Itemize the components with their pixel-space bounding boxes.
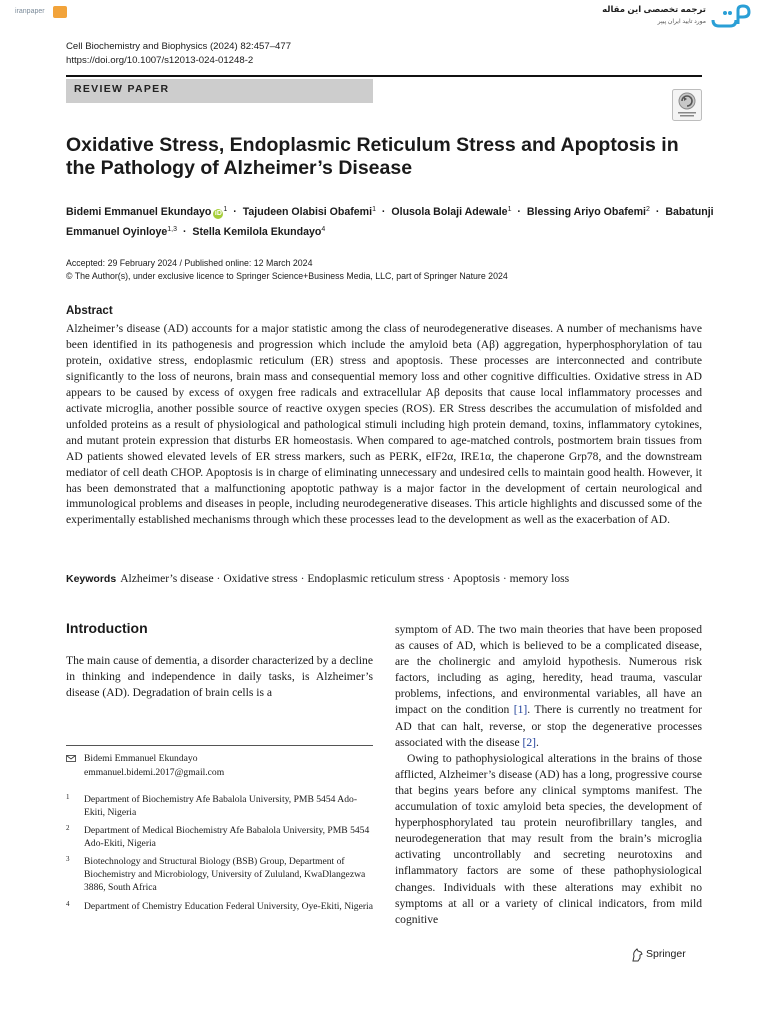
envelope-icon (66, 755, 76, 762)
orcid-icon[interactable]: iD (214, 210, 222, 217)
doi-link[interactable]: https://doi.org/10.1007/s12013-024-01248-2 (66, 55, 254, 66)
intro-paragraph-1: symptom of AD. The two main theories that have been proposed as causes of AD, which is believed to be a complicated disease, are the cholinergic and amyloid hypothesis. Numerous risk factors, including as aging, heredity, head trauma, vascular problems, infections, and environmental variables, all have an impact on the condition [1]. There is currently no treatment for AD that can halt, reverse, or stop the degenerative processes associated with the disease [2]. (395, 623, 702, 749)
corresponding-author-email[interactable]: emmanuel.bidemi.2017@gmail.com (84, 767, 225, 778)
footnote-rule (66, 745, 373, 746)
iranpaper-logo-icon (53, 6, 67, 18)
copyright-notice: © The Author(s), under exclusive licence to Springer Science+Business Media, LLC, part of Springer Nature 2024 (66, 271, 508, 281)
affiliation-number: 4 (66, 900, 70, 908)
author-affiliation-marker: 1 (507, 206, 512, 213)
author-name[interactable]: Bidemi Emmanuel Ekundayo (66, 206, 212, 218)
section-label: REVIEW PAPER (74, 83, 170, 95)
author-separator: · (180, 226, 190, 238)
brand-tagline: ترجمه تخصصی این مقاله (602, 4, 706, 14)
affiliation-number: 3 (66, 855, 70, 863)
author-name[interactable]: Babatunji Emmanuel Oyinloye (66, 206, 714, 238)
author-affiliation-marker: 1 (372, 206, 376, 213)
abstract-text: Alzheimer’s disease (AD) accounts for a major statistic among the class of neurodegenerative diseases. A number of mechanisms have been identified in its pathogenesis and progression which include the amyloid beta (Aβ) aggregation, hyperphosphorylation of tau protein, oxidative stress, endoplasmic reticulum (ER) stress and apoptosis. These processes are interconnected and contribute significantly to the loss of neurons, brain mass and consequential memory loss and other cognitive difficulties. Oxidative stress in AD appears to be caused by excess of oxygen free radicals and extracellular Aβ deposits that cause local inflammatory processes and activate microglia, another possible source of reactive oxygen species (ROS). ER Stress describes the accumulation of misfolded and unfolded proteins as a result of physiological and pathological stimuli including high protein demand, toxins, inflammatory cytokines, and mutant protein expression that disturbs ER homeostasis. When compared to age-matched controls, postmortem brain tissues from AD patients showed elevated levels of ER stress markers, such as PERK, eIF2α, IRE1α, the chaperone Grp78, and the downstream mediator of cell death CHOP. Apoptosis is in charge of eliminating unnecessary and undesired cells to maintain good health. However, it has been demonstrated that a malfunctioning apoptotic pathway is a major factor in the development of certain neurological and immunological problems and diseases in people, including neurodegenerative diseases. This article highlights and discussed some of the experimentally established mechanisms through which these processes lead to the development as well as the exacerbation of AD. (66, 322, 702, 527)
iranpaper-logo (15, 5, 70, 19)
affiliation-number: 1 (66, 793, 70, 801)
introduction-heading: Introduction (66, 620, 148, 636)
affiliation-number: 2 (66, 824, 70, 832)
author-affiliation-marker: 1 (223, 206, 228, 213)
author-affiliation-marker: 2 (646, 206, 650, 213)
author-affiliation-marker: 1,3 (167, 226, 177, 233)
brand-logo-icon (710, 4, 752, 30)
introduction-text-left: The main cause of dementia, a disorder characterized by a decline in thinking and independence in daily tasks, is Alzheimer’s disease (AD). Degradation of brain cells is a (66, 654, 373, 700)
author-name[interactable]: Olusola Bolaji Adewale (391, 206, 508, 218)
author-separator: · (652, 206, 663, 218)
author-list (66, 201, 716, 241)
article-title: Oxidative Stress, Endoplasmic Reticulum Stress and Apoptosis in the Pathology of Alzheimer’s Disease (66, 134, 679, 179)
affiliation-text: Department of Biochemistry Afe Babalola University, PMB 5454 Ado-Ekiti, Nigeria (84, 794, 358, 818)
citation-link[interactable]: [2] (522, 735, 537, 749)
affiliation-text: Biotechnology and Structural Biology (BSB) Group, Department of Biochemistry and Microbiology, University of Zululand, KwaDlangezwa 3886, South Africa (84, 856, 366, 893)
citation-link[interactable]: [1] (513, 703, 528, 717)
introduction-text-right (395, 622, 702, 928)
accepted-published-dates: Accepted: 29 February 2024 / Published online: 12 March 2024 (66, 258, 313, 268)
check-for-updates-icon[interactable] (672, 89, 702, 121)
affiliation-1 (66, 793, 373, 819)
affiliation-text: Department of Chemistry Education Federal University, Oye-Ekiti, Nigeria (84, 901, 373, 912)
affiliation-4 (66, 900, 373, 913)
affiliation-2 (66, 824, 373, 850)
publisher-logo-text: Springer (646, 948, 686, 960)
abstract-heading: Abstract (66, 305, 113, 317)
publication-dates (66, 257, 508, 283)
author-affiliation-marker: 4 (321, 226, 326, 233)
author-name[interactable]: Tajudeen Olabisi Obafemi (242, 206, 373, 218)
author-name[interactable]: Blessing Ariyo Obafemi (526, 206, 647, 218)
keywords-label: Keywords (66, 573, 117, 585)
keywords-line (66, 572, 716, 585)
springer-horse-icon (631, 948, 644, 962)
journal-citation: Cell Biochemistry and Biophysics (2024) 82:457–477 (66, 41, 292, 52)
affiliation-3 (66, 855, 373, 894)
affiliation-text: Department of Medical Biochemistry Afe Babalola University, PMB 5454 Ado-Ekiti, Nigeria (84, 825, 370, 849)
brand-subtagline: مورد تایید ایران پیپر (657, 19, 706, 25)
iranpaper-logo-text: iranpaper (15, 8, 45, 15)
header-rule (66, 75, 702, 77)
author-name[interactable]: Stella Kemilola Ekundayo (192, 226, 322, 238)
intro-paragraph-2: Owing to pathophysiological alterations in the brains of those afflicted, Alzheimer’s disease (AD) has a long, progressive course that begins years before any clinical symptoms manifest. The accumulation of toxic amyloid beta species, the development of hyperphosphorylated tau protein neurofibrillary tangles, and neurodegeneration that may result from the brain’s microglia activating uncontrollably and secreting neurotoxins and inflammatory factors are some of these pathophysiological changes. Individuals with these alterations may exhibit no symptoms at all or a variety of clinical indicators, from mild cognitive (395, 751, 702, 926)
translation-brand-logo (602, 2, 754, 34)
keywords-list: Alzheimer’s disease · Oxidative stress · Endoplasmic reticulum stress · Apoptosis · memory loss (120, 572, 570, 585)
corresponding-author (66, 752, 373, 780)
author-separator: · (230, 206, 240, 218)
author-separator: · (514, 206, 524, 218)
corresponding-author-name: Bidemi Emmanuel Ekundayo (84, 753, 198, 764)
author-separator: · (378, 206, 389, 218)
